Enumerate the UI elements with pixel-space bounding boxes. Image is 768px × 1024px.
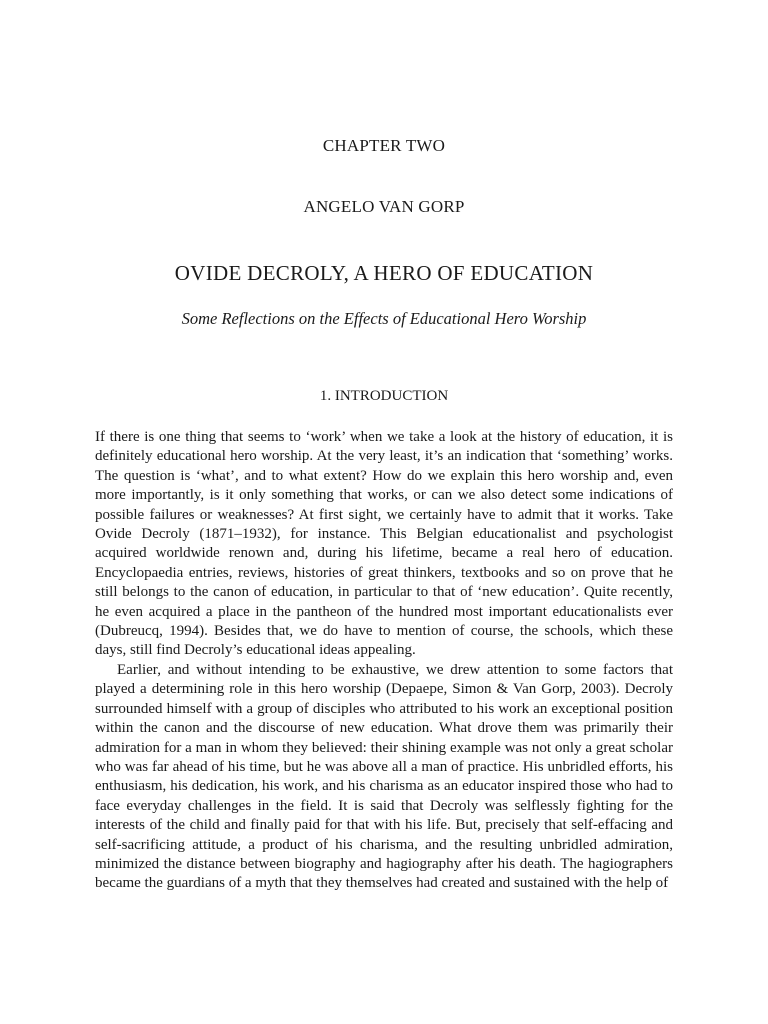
author-name: ANGELO VAN GORP (303, 197, 465, 216)
chapter-label: CHAPTER TWO (322, 136, 446, 155)
paragraph: If there is one thing that seems to ‘work’ when we take a look at the history of education, it is definitely educational hero worship. At the very least, it’s an indication that ‘something’ works. The question is ‘what’, and to what extent? How do we explain this hero worship and, even more importantly, is it only something that works, or can we also detect some indications of possible failures or weaknesses? At first sight, we certainly have to admit that it works. Take Ovide Decroly (1871–1932), for instance. This Belgian educationalist and psychologist acquired worldwide renown and, during his lifetime, became a real hero of education. Encyclopaedia entries, reviews, histories of great thinkers, textbooks and so on prove that he still belongs to the canon of education, in particular to that of ‘new education’. Quite recently, he even acquired a place in the pantheon of the hundred most important educationalists ever (Dubreucq, 1994). Besides that, we do have to mention of course, the schools, which these days, still find Decroly’s educational ideas appealing. (95, 429, 673, 659)
body-text (95, 428, 673, 894)
chapter-title: OVIDE DECROLY, A HERO OF EDUCATION (174, 261, 594, 285)
chapter-subtitle: Some Reflections on the Effects of Educational Hero Worship (181, 309, 587, 328)
paragraph: Earlier, and without intending to be exhaustive, we drew attention to some factors that played a determining role in this hero worship (Depaepe, Simon & Van Gorp, 2003). Decroly surrounded himself with a group of disciples who attributed to his work an exceptional position within the canon and the discourse of new education. What drove them was primarily their admiration for a man in whom they believed: their shining example was not only a great scholar who was far ahead of his time, but he was above all a man of practice. His unbridled efforts, his enthusiasm, his dedication, his work, and his charisma as an educator inspired those who had to face everyday challenges in the field. It is said that Decroly was selflessly fighting for the interests of the child and finally paid for that with his life. But, precisely that self-effacing and self-sacrificing attitude, a product of his charisma, and the resulting unbridled admiration, minimized the distance between biography and hagiography after his death. The hagiographers became the guardians of a myth that they themselves had created and sustained with the help of (95, 661, 673, 892)
section-heading: 1. INTRODUCTION (319, 388, 449, 404)
